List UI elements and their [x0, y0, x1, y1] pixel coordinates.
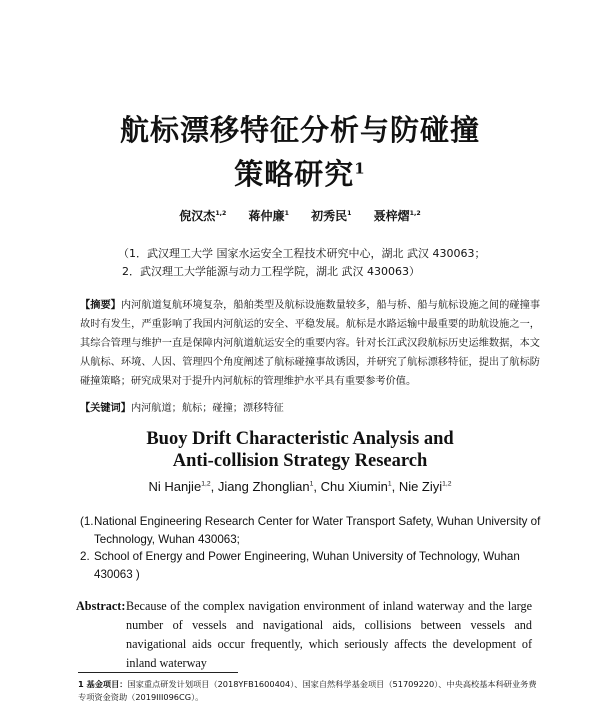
english-author-name: Nie Ziyi	[398, 479, 443, 494]
english-author-affiliation-mark: 1,2	[442, 480, 452, 488]
english-author-name: Chu Xiumin	[320, 479, 388, 494]
chinese-author-name: 初秀民	[311, 209, 348, 223]
english-author-affiliation-mark: 1	[387, 480, 392, 488]
chinese-author	[311, 209, 351, 223]
chinese-author-list	[0, 207, 600, 224]
affiliation-text: National Engineering Research Center for Water Transport Safety, Wuhan University of Technology, Wuhan 430063;	[94, 515, 541, 546]
chinese-author	[249, 209, 289, 223]
chinese-affiliation-2: 2．武汉理工大学能源与动力工程学院，湖北 武汉 430063）	[122, 265, 420, 278]
english-author	[321, 479, 399, 494]
chinese-title-line-2-text: 策略研究	[234, 157, 355, 191]
english-affiliation-1	[78, 513, 548, 548]
english-author-name: Ni Hanjie	[148, 479, 202, 494]
author-separator: ,	[210, 479, 218, 494]
english-affiliation-2	[78, 548, 548, 583]
chinese-author-name: 倪汉杰	[179, 209, 216, 223]
chinese-author-name: 蒋仲廉	[248, 209, 285, 223]
chinese-author-affiliation-mark: 1,2	[409, 210, 421, 217]
english-abstract-label: Abstract:	[76, 599, 126, 613]
affiliation-number: 2.	[80, 550, 90, 563]
affiliation-text: School of Energy and Power Engineering, Wuhan University of Technology, Wuhan 430063 )	[94, 550, 520, 581]
chinese-abstract-text: 内河航道复航环境复杂，船舶类型及航标设施数量较多，船与桥、船与航标设施之间的碰撞事故时有发生，严重影响了我国内河航运的安全、平稳发展。航标是水路运输中最重要的助航设施之一，其综合管理与维护一直是保障内河航道航运安全的重要内容。针对长江武汉段航标历史运维数据，本文从航标、环境、人因、管理四个角度阐述了航标碰撞事故诱因，并研究了航标漂移特征，提出了航标防碰撞策略；研究成果对于提升内河航标的管理维护水平具有重要参考价值。	[80, 300, 541, 387]
chinese-author	[179, 209, 226, 223]
english-title-line-2: Anti-collision Strategy Research	[172, 451, 428, 471]
chinese-author-affiliation-mark: 1	[284, 210, 289, 217]
english-author-affiliation-mark: 1	[309, 480, 314, 488]
chinese-title-line-1: 航标漂移特征分析与防碰撞	[119, 113, 480, 147]
footnote-text: 国家重点研发计划项目（2018YFB1600404）、国家自然科学基金项目（51709220）、中央高校基本科研业务费专项资金资助（2019III096CG）。	[78, 679, 537, 702]
funding-footnote	[78, 678, 540, 704]
affiliation-number: (1.	[80, 515, 94, 528]
chinese-abstract	[80, 296, 540, 391]
chinese-affiliation-1: （1．武汉理工大学 国家水运安全工程技术研究中心，湖北 武汉 430063；	[118, 247, 486, 260]
english-author	[218, 479, 321, 494]
english-author-name: Jiang Zhonglian	[217, 479, 310, 494]
chinese-author-name: 聂梓熠	[373, 209, 410, 223]
english-abstract-text: Because of the complex navigation environment of inland waterway and the large number of vessels and navigational aids, collisions between vessels and navigational aids occur frequently, which seriously affects the development of inland waterway	[126, 599, 532, 670]
chinese-abstract-label: 【摘要】	[80, 300, 121, 311]
chinese-keywords	[80, 399, 284, 414]
author-separator: ,	[313, 479, 321, 494]
chinese-author-affiliation-mark: 1	[347, 210, 352, 217]
title-footnote-mark: 1	[354, 159, 366, 178]
english-author	[148, 479, 217, 494]
english-author	[399, 479, 452, 494]
english-author-affiliation-mark: 1,2	[201, 480, 211, 488]
chinese-title-line-2	[0, 152, 600, 193]
english-title-line-1: Buoy Drift Characteristic Analysis and	[146, 429, 454, 449]
english-author-list	[0, 479, 600, 494]
author-separator: ,	[391, 479, 399, 494]
chinese-keywords-label: 【关键词】	[80, 403, 131, 414]
chinese-keywords-text: 内河航道；航标；碰撞；漂移特征	[130, 403, 284, 414]
footnote-label: 1 基金项目：	[78, 679, 128, 689]
chinese-author-affiliation-mark: 1,2	[215, 210, 227, 217]
chinese-author	[374, 209, 421, 223]
footnote-divider	[78, 672, 238, 673]
english-abstract	[76, 597, 532, 673]
